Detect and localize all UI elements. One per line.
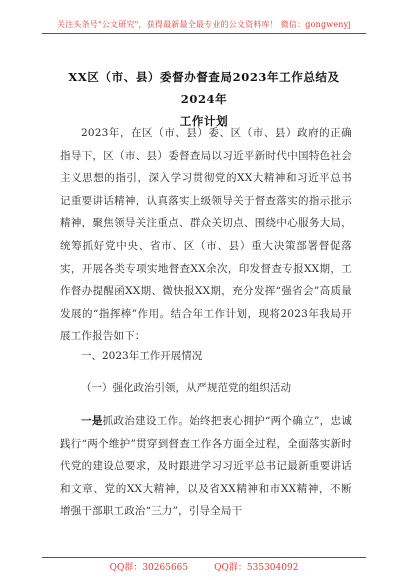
point-text: 抓政治建设工作。始终把衷心拥护“两个确立”，忠诚践行“两个维护”贯穿到督查工作各方面全过程，全面落实新时代党的建设总要求，及时跟进学习习近平总书记最新重要讲话和文章、党的XX大精神，以及省XX精神和市XX精神，不断增强干部职工政治“三力”，引导全局干 xyxy=(60,415,352,518)
qq-group-1: QQ群：30265665 xyxy=(109,563,189,573)
point-paragraph-1 xyxy=(60,410,352,523)
header-promo-note: 关注头条号"公文研究"，获得最新最全最专业的公文资料库！ 微信：gongwenyj xyxy=(56,20,352,29)
subsection-heading-1: （一）强化政治引领，从严规范党的组织活动 xyxy=(81,382,291,394)
footer xyxy=(0,560,408,573)
title-line-2: 工作计划 xyxy=(179,114,229,128)
header-divider xyxy=(42,33,366,34)
qq-group-2: QQ群：535304092 xyxy=(214,563,299,573)
section-heading-1: 一、2023年工作开展情况 xyxy=(81,350,203,362)
point-lead: 一是 xyxy=(81,415,103,427)
footer-divider xyxy=(42,557,366,558)
title-line-1: XX区（市、县）委督办督查局2023年工作总结及2024年 xyxy=(68,70,340,106)
intro-paragraph: 2023年，在区（市、县）委、区（市、县）政府的正确指导下，区（市、县）委督查局以习近平新时代中国特色社会主义思想的指引，深入学习贯彻党的XX大精神和习近平总书记重要讲话精神，认真落实上级领导关于督查落实的指示批示精神，聚焦领导关注重点、群众关切点、围绕中心服务大局，统筹抓好党中央、省市、区（市、县）重大决策部署督促落实，开展各类专项实地督查XX余次，印发督查专报XX期，工作督办提醒函XX期、微快报XX期，充分发挥“强省会”高质量发展的“指挥棒”作用。结合年工作计划，现将2023年我局开展工作报告如下： xyxy=(60,127,352,343)
